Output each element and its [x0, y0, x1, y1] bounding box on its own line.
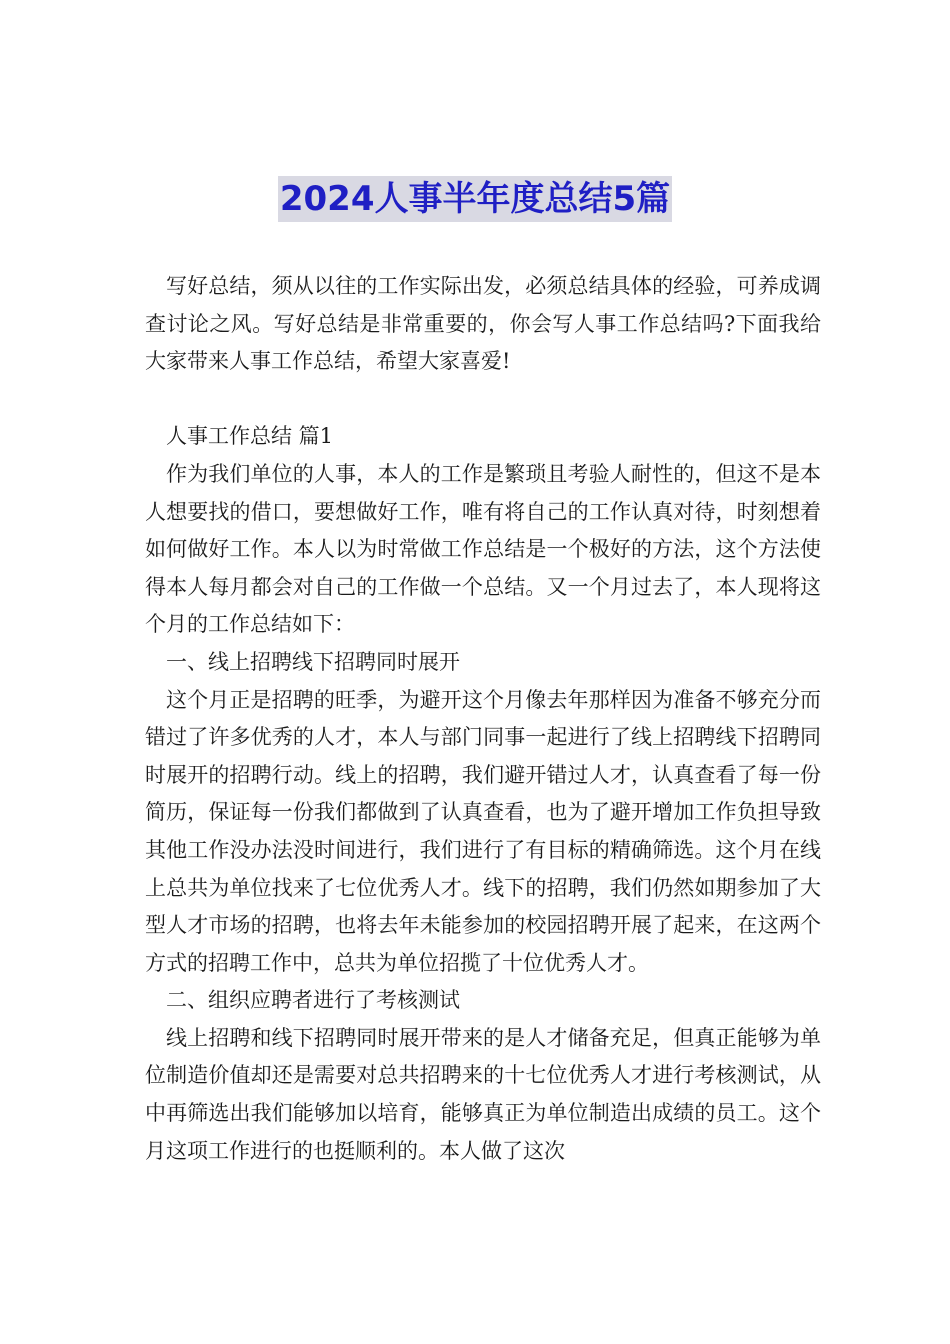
subheading-1: 一、线上招聘线下招聘同时展开	[166, 649, 460, 674]
intro-paragraph: 写好总结，须从以往的工作实际出发，必须总结具体的经验，可养成调查讨论之风。写好总结是非常重要的，你会写人事工作总结吗?下面我给大家带来人事工作总结，希望大家喜爱!	[145, 274, 821, 374]
body-paragraph-1: 作为我们单位的人事，本人的工作是繁琐且考验人耐性的，但这不是本人想要找的借口，要想做好工作，唯有将自己的工作认真对待，时刻想着如何做好工作。本人以为时常做工作总结是一个极好的方法，这个方法使得本人每月都会对自己的工作做一个总结。又一个月过去了，本人现将这个月的工作总结如下：	[145, 461, 821, 637]
subheading-2: 二、组织应聘者进行了考核测试	[166, 988, 460, 1013]
document-body	[145, 268, 821, 1170]
blank-line	[145, 381, 821, 419]
title-container	[0, 176, 950, 222]
section-title: 人事工作总结 篇1	[166, 424, 334, 449]
document-title: 2024人事半年度总结5篇	[278, 176, 672, 222]
body-paragraph-2: 这个月正是招聘的旺季，为避开这个月像去年那样因为准备不够充分而错过了许多优秀的人才，本人与部门同事一起进行了线上招聘线下招聘同时展开的招聘行动。线上的招聘，我们避开错过人才，认真查看了每一份简历，保证每一份我们都做到了认真查看，也为了避开增加工作负担导致其他工作没办法没时间进行，我们进行了有目标的精确筛选。这个月在线上总共为单位找来了七位优秀人才。线下的招聘，我们仍然如期参加了大型人才市场的招聘，也将去年未能参加的校园招聘开展了起来，在这两个方式的招聘工作中，总共为单位招揽了十位优秀人才。	[145, 687, 821, 975]
body-paragraph-3: 线上招聘和线下招聘同时展开带来的是人才储备充足，但真正能够为单位制造价值却还是需要对总共招聘来的十七位优秀人才进行考核测试，从中再筛选出我们能够加以培育，能够真正为单位制造出成绩的员工。这个月这项工作进行的也挺顺利的。本人做了这次	[145, 1025, 821, 1163]
